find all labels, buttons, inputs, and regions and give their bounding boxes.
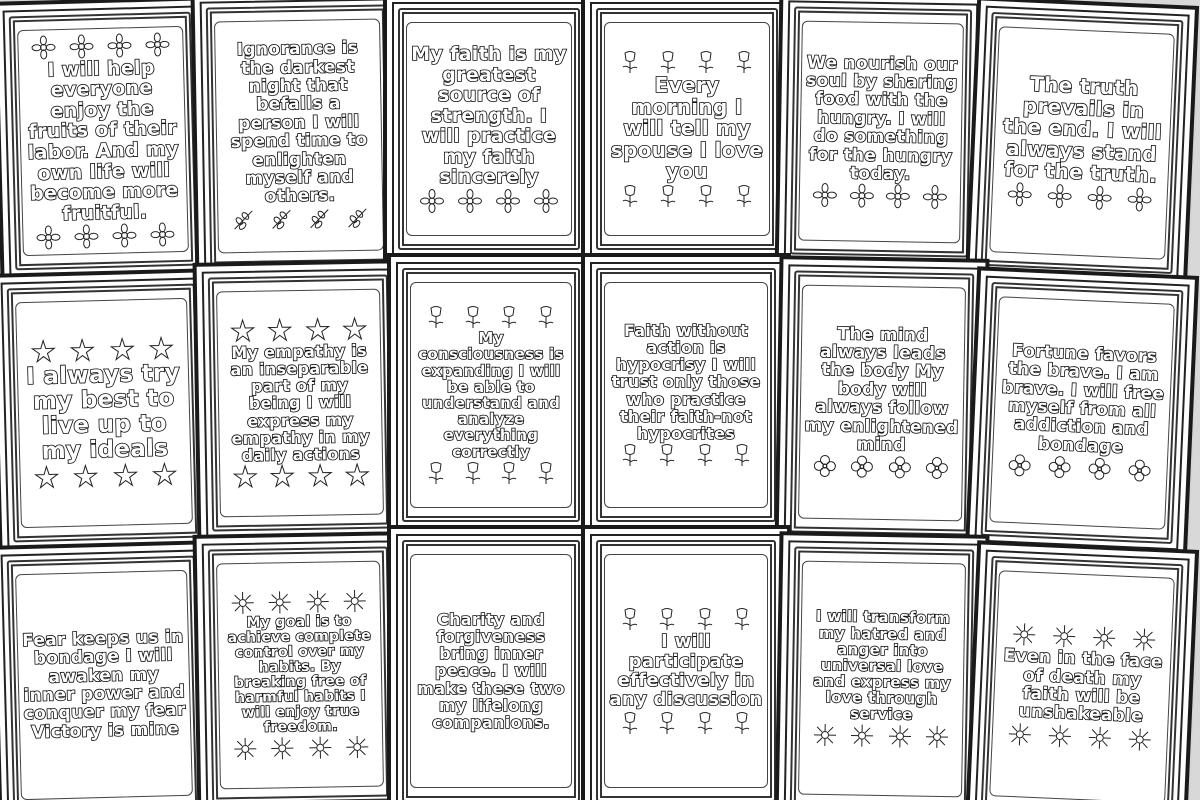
flower-icon (1126, 186, 1153, 213)
tulip-icon (617, 183, 643, 209)
tulip-icon (617, 442, 643, 468)
flower-icon (73, 223, 100, 250)
daisy-icon (1051, 623, 1078, 650)
tulip-icon (423, 304, 449, 330)
daisy-icon (924, 723, 950, 749)
card-frame (214, 19, 384, 254)
coloring-page-card (590, 262, 782, 528)
coloring-page-card (202, 268, 399, 537)
card-frame (216, 561, 384, 790)
sprig-icon (306, 205, 332, 231)
daisy-icon (1091, 625, 1118, 652)
tulip-icon (692, 442, 718, 468)
tulip-icon (654, 442, 680, 468)
quote-text: My faith is my greatest source of strength. I will practice my faith sincerely (411, 43, 567, 189)
card-frame (15, 570, 193, 800)
daisy-icon (269, 736, 295, 762)
daisy-icon (1006, 720, 1033, 747)
tulip-icon (654, 710, 680, 736)
star-icon (151, 461, 178, 488)
flower-icon (495, 188, 521, 214)
tulip-icon (731, 49, 757, 75)
quote-text: Ignorance is the darkest night that befalls a person I will spend time to enlighten myself and others. (230, 38, 368, 207)
tulip-icon (729, 710, 755, 736)
card-frame (406, 22, 572, 236)
quote-text: Fortune favors the brave. I am brave. I will free myself from all addiction and bondage (1001, 340, 1165, 458)
daisy-icon (1011, 621, 1038, 648)
coloring-page-card (974, 276, 1189, 551)
coloring-page-card (784, 540, 981, 800)
daisy-doodles (806, 721, 955, 750)
sprig-icon (231, 206, 257, 232)
flower-icon (811, 182, 837, 208)
tulip-doodles (611, 710, 760, 736)
star-icon (34, 464, 61, 491)
flower-doodles (806, 182, 954, 211)
quote-text: I will help everyone enjoy the fruits of their labor. And my own life will become more fruitful. (27, 56, 180, 225)
star-icon (230, 317, 256, 343)
coloring-page-card (974, 550, 1189, 800)
daisy-icon (307, 735, 333, 761)
clover-icon (1046, 454, 1073, 481)
star-icon (112, 462, 139, 489)
card-frame (604, 22, 770, 236)
coloring-page-card (392, 2, 586, 256)
clover-doodles (806, 453, 955, 482)
daisy-icon (1126, 726, 1153, 753)
sprig-icon (344, 204, 370, 230)
flower-icon (848, 183, 874, 209)
star-icon (341, 315, 367, 341)
daisy-icon (230, 589, 256, 615)
coloring-page-card (590, 534, 782, 800)
tulip-icon (496, 460, 522, 486)
flower-icon (68, 33, 95, 60)
card-frame (604, 282, 768, 508)
tulip-icon (654, 606, 680, 632)
clover-icon (886, 454, 912, 480)
clover-icon (1126, 457, 1153, 484)
quote-text: The mind always leads the body My body will always follow my enlightened mind (804, 323, 959, 456)
flower-icon (144, 31, 171, 58)
flower-icon (36, 224, 63, 251)
daisy-icon (1086, 724, 1113, 751)
star-doodles (27, 461, 184, 491)
coloring-page-card (784, 264, 981, 541)
coloring-page-card (200, 0, 399, 274)
flower-icon (922, 184, 948, 210)
card-frame (989, 570, 1175, 800)
tulip-icon (423, 460, 449, 486)
quote-text: My empathy is an inseparable part of my being I will express my empathy in my daily actions (230, 340, 370, 466)
quote-text: My goal is to achieve complete control over my habits. By breaking free of harmful habits I will enjoy true freedom. (227, 612, 372, 736)
flower-doodles (30, 221, 182, 251)
tulip-icon (460, 460, 486, 486)
star-icon (344, 462, 370, 488)
star-icon (307, 463, 333, 489)
sprig-icon (268, 206, 294, 232)
daisy-icon (1046, 722, 1073, 749)
tulip-icon (533, 304, 559, 330)
star-icon (30, 339, 57, 366)
card-frame (989, 296, 1175, 529)
tulip-icon (693, 183, 719, 209)
star-icon (267, 317, 293, 343)
tulip-icon (731, 183, 757, 209)
tulip-doodles (417, 460, 564, 486)
tulip-icon (692, 710, 718, 736)
clover-icon (1086, 455, 1113, 482)
tulip-icon (692, 606, 718, 632)
tulip-doodles (612, 183, 763, 209)
flower-icon (885, 183, 911, 209)
quote-text: Charity and forgiveness bring inner peace. I will make these two my lifelong companions. (417, 609, 565, 733)
daisy-icon (341, 587, 367, 613)
tulip-icon (693, 49, 719, 75)
daisy-doodles (999, 720, 1160, 753)
star-icon (69, 338, 96, 365)
tulip-icon (617, 606, 643, 632)
flower-doodles (414, 188, 565, 214)
daisy-doodles (224, 587, 373, 616)
daisy-icon (232, 736, 258, 762)
clover-doodles (999, 452, 1160, 485)
star-doodles (227, 462, 376, 491)
flower-icon (31, 34, 58, 61)
star-icon (73, 463, 100, 490)
coloring-page-card (590, 2, 784, 256)
flower-icon (1006, 181, 1033, 208)
card-frame (798, 561, 966, 798)
daisy-icon (886, 723, 912, 749)
card-frame (17, 26, 189, 256)
clover-icon (812, 453, 838, 479)
clover-icon (924, 455, 950, 481)
tulip-doodles (611, 442, 760, 468)
star-icon (232, 464, 258, 490)
sprig-doodles (225, 204, 376, 233)
card-frame (604, 554, 768, 788)
coloring-page-card (1, 549, 208, 800)
star-doodles (224, 315, 373, 344)
star-icon (269, 464, 295, 490)
daisy-icon (304, 588, 330, 614)
card-frame (410, 282, 572, 508)
coloring-page-card (3, 6, 204, 277)
star-icon (304, 316, 330, 342)
quote-text: I will participate effectively in any discussion (609, 631, 763, 711)
quote-text: Fear keeps us in bondage I will awaken my inner power and conquer my fear Victory is mine (21, 626, 186, 743)
tulip-icon (460, 304, 486, 330)
flower-icon (106, 32, 133, 59)
flower-icon (149, 221, 176, 248)
daisy-icon (267, 589, 293, 615)
tulip-icon (617, 710, 643, 736)
card-frame (15, 298, 193, 528)
coloring-page-card (784, 0, 979, 263)
daisy-icon (1131, 626, 1158, 653)
tulip-doodles (611, 606, 760, 632)
flower-doodles (999, 180, 1160, 213)
tulip-icon (729, 606, 755, 632)
card-frame (216, 289, 384, 518)
quote-text: I always try my best to live up to my ideals (25, 360, 181, 465)
flower-icon (533, 188, 559, 214)
daisy-icon (812, 721, 838, 747)
quote-text: We nourish our soul by sharing food with the hungry. I will do something for the hungry today. (805, 52, 958, 185)
daisy-doodles (227, 734, 376, 763)
tulip-icon (655, 183, 681, 209)
coloring-page-card (396, 534, 586, 800)
star-icon (109, 337, 136, 364)
tulip-icon (496, 304, 522, 330)
tulip-icon (617, 49, 643, 75)
quote-text: Faith without action is hypocrisy I will trust only those who practice their faith-not hypocrites (611, 320, 761, 444)
flower-icon (1046, 183, 1073, 210)
card-frame (989, 26, 1175, 259)
coloring-page-card (202, 540, 399, 800)
card-frame (798, 21, 964, 244)
tulip-icon (729, 442, 755, 468)
clover-icon (1006, 452, 1033, 479)
quote-text: I will transform my hatred and anger into universal love and express my love through service (812, 607, 951, 725)
flower-icon (1086, 184, 1113, 211)
quote-text: Every morning I will tell my spouse I love you (610, 73, 764, 184)
flower-icon (457, 188, 483, 214)
quote-text: The truth prevails in the end. I will always stand for the truth. (1002, 71, 1163, 188)
coloring-page-card (974, 6, 1189, 281)
tulip-icon (533, 460, 559, 486)
quote-text: My consciousness is expanding I will be able to understand and analyze everything correctly (418, 329, 564, 461)
quote-text: Even in the face of death my faith will be unshakeable (1003, 645, 1164, 728)
card-frame (410, 554, 572, 788)
coloring-page-card (1, 277, 208, 548)
clover-icon (849, 454, 875, 480)
tulip-icon (655, 49, 681, 75)
star-icon (148, 335, 175, 362)
tulip-doodles (612, 49, 763, 75)
coloring-page-card (396, 262, 586, 528)
daisy-icon (344, 734, 370, 760)
daisy-icon (849, 722, 875, 748)
card-frame (798, 285, 966, 522)
tulip-doodles (417, 304, 564, 330)
flower-icon (111, 222, 138, 249)
flower-icon (419, 188, 445, 214)
